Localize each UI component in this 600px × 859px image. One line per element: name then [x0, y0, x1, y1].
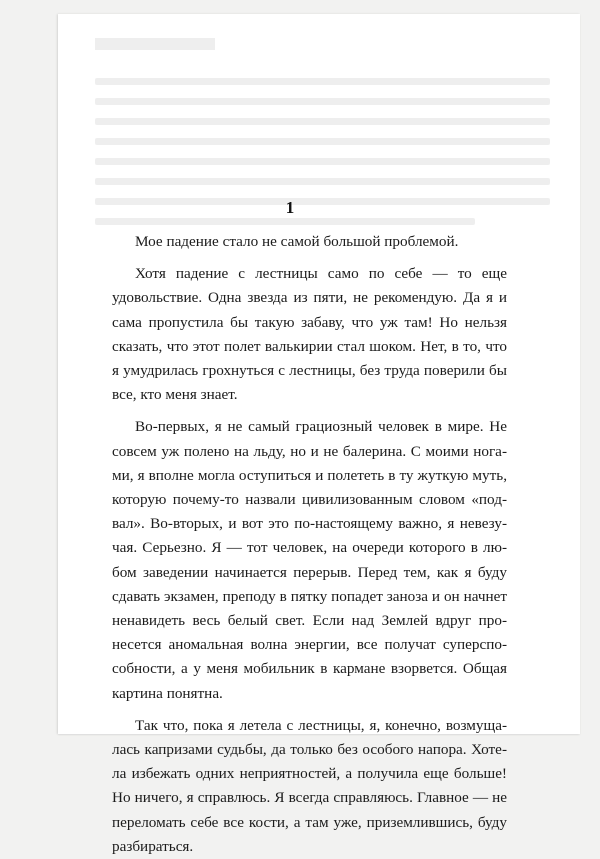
paragraph: Мое падение стало не самой большой проблемой.	[135, 233, 459, 250]
paragraph: Хотя падение с лестницы само по себе — то еще удовольствие. Одна звезда из пяти, не рекомендую. Да я и сама пропустила бы такую забаву, что уж там! Но нельзя сказать, что этот полет валькирии стал шоком. Нет, в то, что я умудрилась грохнуться с лестницы, без труда поверили бы все, кто меня знает.	[112, 265, 507, 404]
paragraph: Во-первых, я не самый грациозный человек в мире. Не совсем уж полено на льду, но и не балерина. С моими ногами, я вполне могла оступиться и полететь в ту жуткую муть, которую почему-то назвали цивилизованным словом «подвал». Во-вторых, и вот это по-настоящему важно, я невезучая. Серьезно. Я — тот человек, на очереди которого в любом заведении начинается перерыв. Перед тем, как я буду сдавать экзамен, преподу в пятку попадет заноза и он начнет ненавидеть весь белый свет. Если над Землей вдруг пронесется аномальная волна энергии, все получат суперспособности, а у меня мобильник в кармане взорвется. Общая картина понятна.	[112, 418, 507, 702]
body-text	[112, 230, 507, 859]
paragraph: Так что, пока я летела с лестницы, я, конечно, возмущалась капризами судьбы, да только без особого напора. Хотела избежать одних неприятностей, а получила еще больше! Но ничего, я справлюсь. Я всегда справляюсь. Главное — не переломать себе все кости, а там уже, приземлившись, буду разбираться.	[112, 716, 507, 855]
chapter-number: 1	[285, 198, 295, 217]
